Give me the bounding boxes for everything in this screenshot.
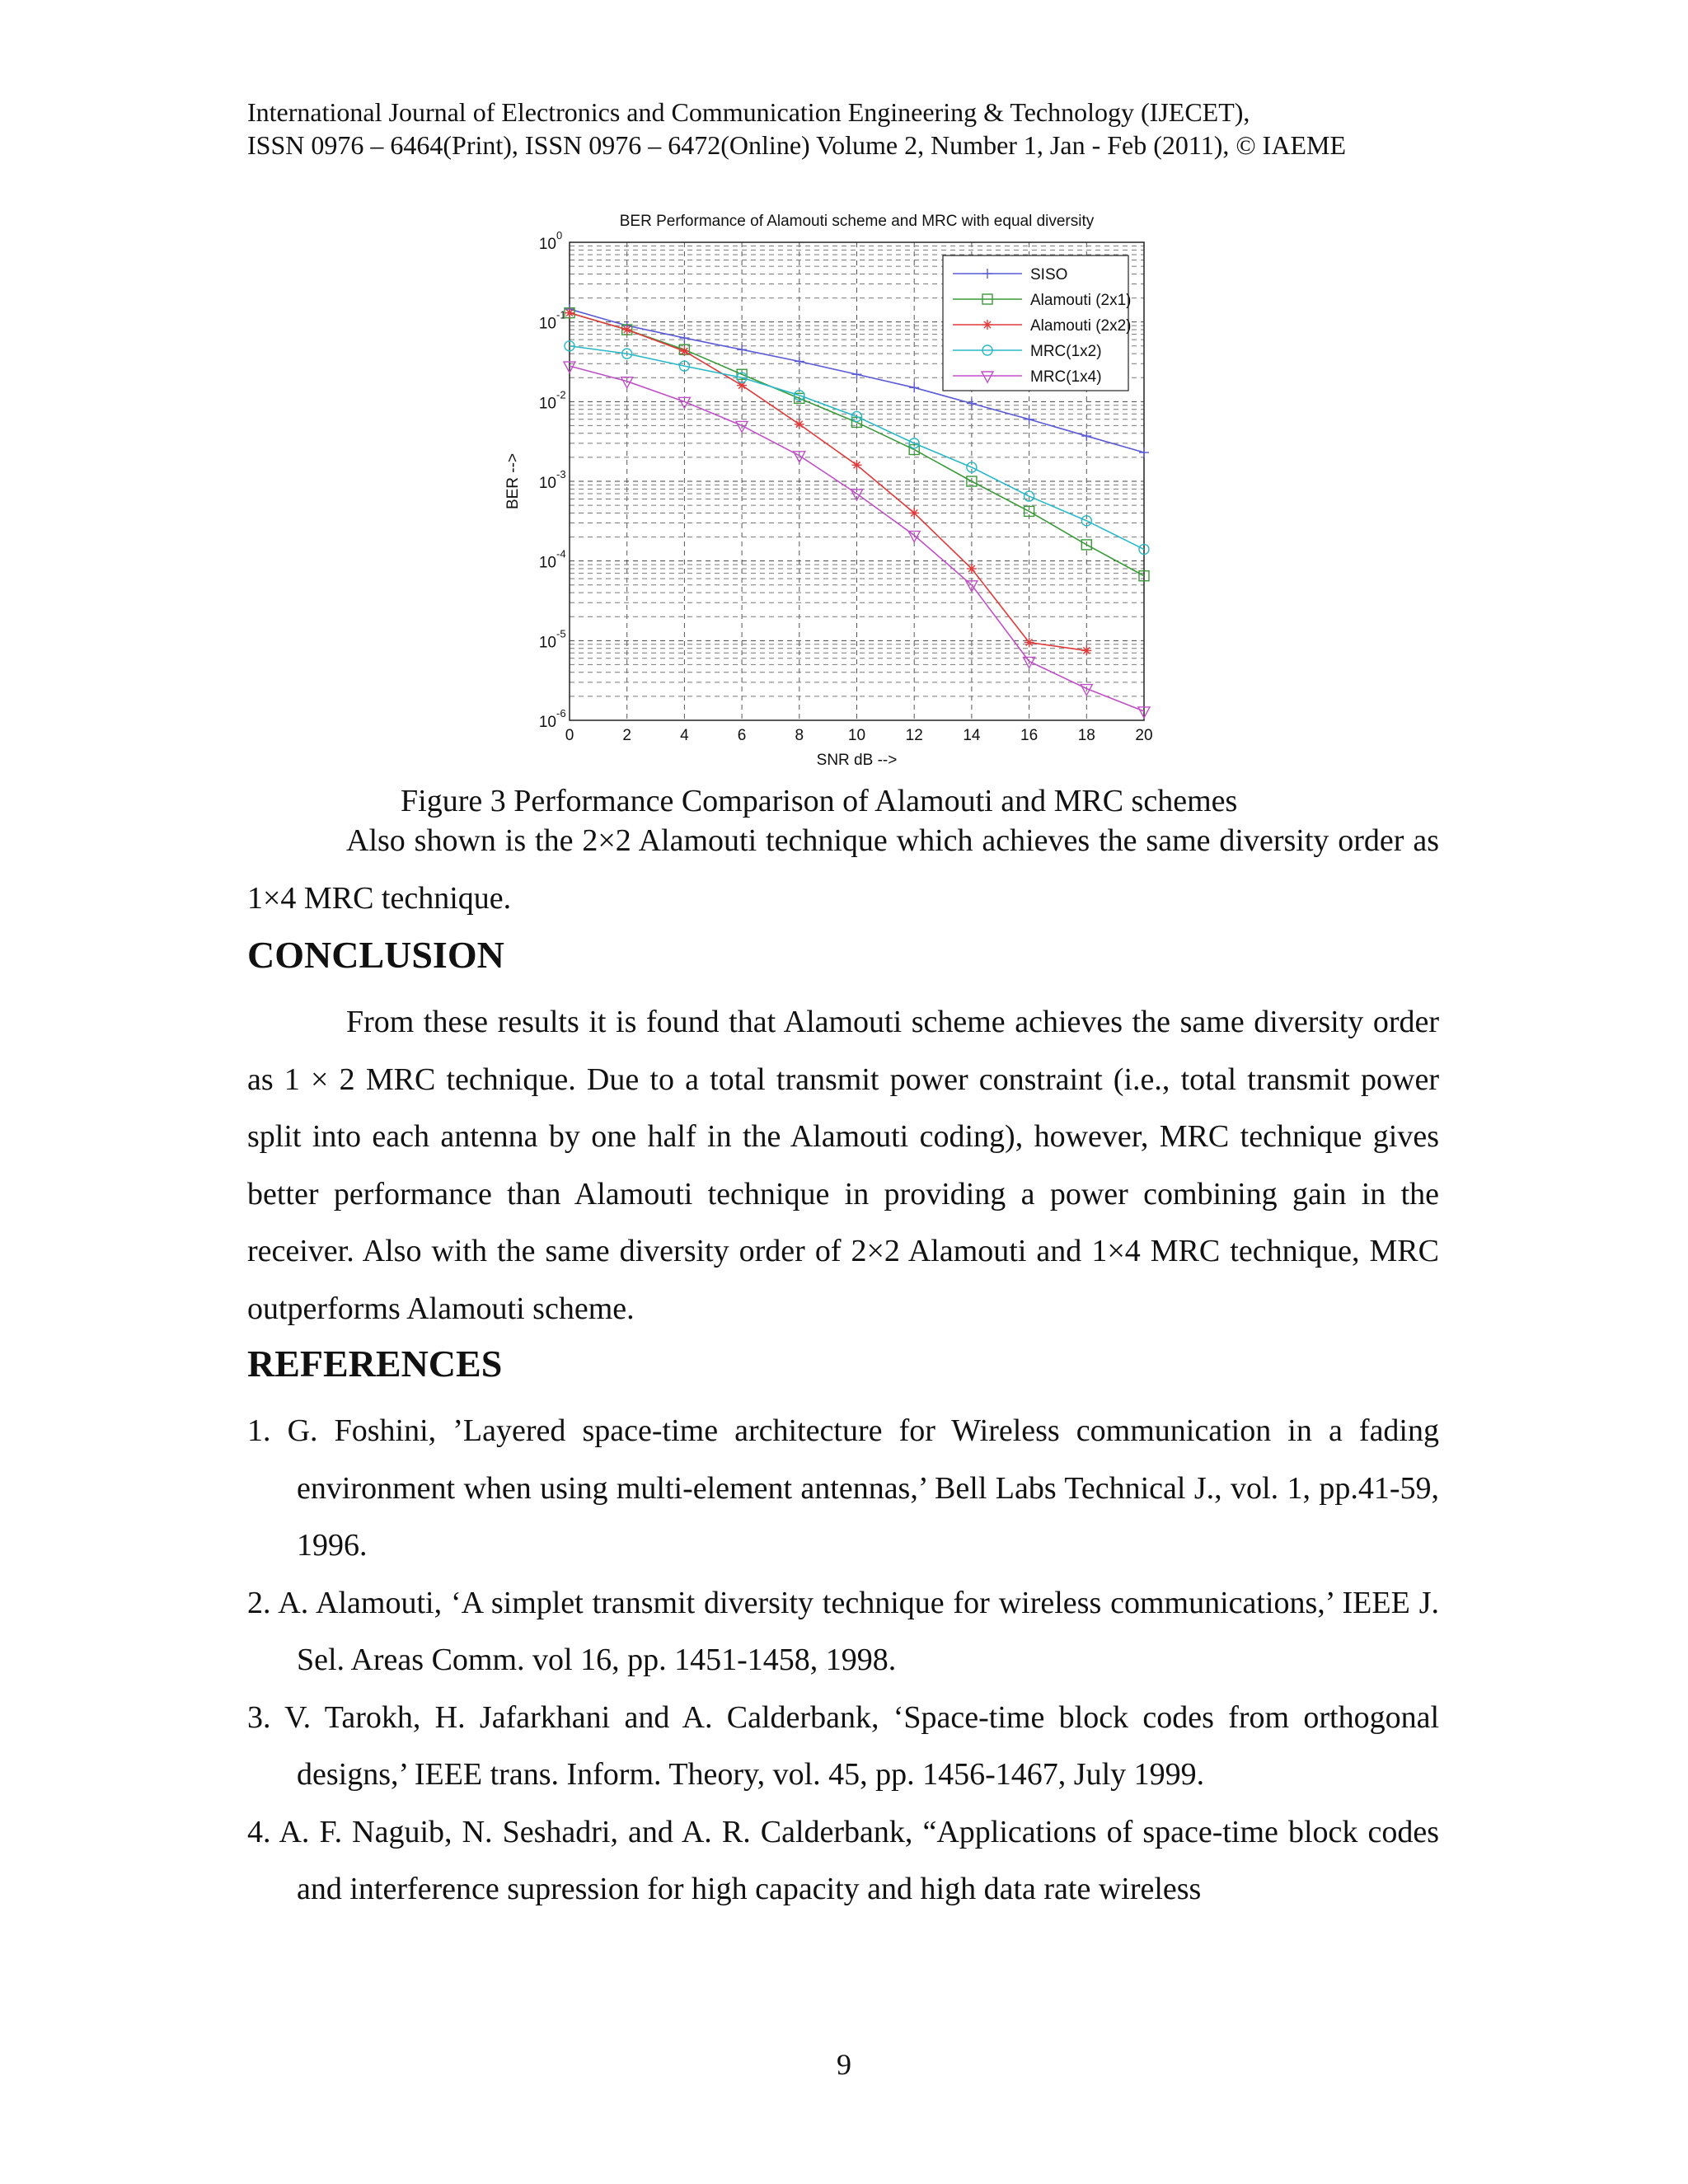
- x-axis-label: SNR dB -->: [816, 752, 898, 769]
- x-tick-label: 14: [963, 727, 981, 744]
- references-heading: REFERENCES: [247, 1343, 503, 1385]
- reference-item: 2. A. Alamouti, ‘A simplet transmit diversity technique for wireless communications,’ IEEE J. Sel. Areas Comm. vol 16, pp. 1451-1458, 1998.: [247, 1585, 1439, 1677]
- y-tick-base: 10: [538, 634, 556, 652]
- reference-item: 4. A. F. Naguib, N. Seshadri, and A. R. Calderbank, “Applications of space-time block codes and interference supression for high capacity and high data rate wireless: [247, 1814, 1439, 1906]
- journal-header-line1: International Journal of Electronics and Communication Engineering & Technology (IJECET),: [247, 97, 1250, 127]
- y-tick-label: [539, 627, 566, 651]
- x-tick-label: 4: [680, 727, 689, 744]
- data-point-siso: [967, 398, 977, 408]
- x-tick-label: 0: [565, 727, 574, 744]
- x-tick-label: 8: [795, 727, 804, 744]
- legend-label: MRC(1x2): [1030, 343, 1102, 360]
- y-tick-label: [539, 707, 566, 731]
- journal-header-line2: ISSN 0976 – 6464(Print), ISSN 0976 – 6472(Online) Volume 2, Number 1, Jan - Feb (2011), © IAEME: [247, 130, 1346, 160]
- page-number: 9: [837, 2048, 851, 2081]
- y-tick-label: [539, 548, 566, 572]
- x-tick-labels: [565, 727, 1153, 744]
- y-tick-base: 10: [538, 714, 556, 731]
- y-tick-base: 10: [538, 475, 556, 492]
- y-axis-label: BER -->: [504, 452, 522, 510]
- x-tick-label: 12: [905, 727, 923, 744]
- journal-header: [247, 96, 1451, 162]
- data-point-siso: [795, 357, 804, 367]
- y-tick-label: [539, 309, 566, 333]
- reference-item: 3. V. Tarokh, H. Jafarkhani and A. Calderbank, ‘Space-time block codes from orthogonal designs,’ IEEE trans. Inform. Theory, vol. 45, pp. 1456-1467, July 1999.: [247, 1699, 1439, 1792]
- paragraph-diversity: Also shown is the 2×2 Alamouti technique which achieves the same diversity order as 1×4 MRC technique.: [247, 823, 1439, 916]
- y-tick-exponent: -6: [556, 707, 566, 719]
- x-tick-label: 2: [622, 727, 631, 744]
- y-tick-base: 10: [538, 395, 556, 413]
- data-point-siso: [909, 382, 919, 392]
- data-point-alamouti-2x2: [795, 419, 804, 429]
- legend-label: Alamouti (2x1): [1030, 292, 1132, 309]
- legend-label: Alamouti (2x2): [1030, 317, 1132, 335]
- x-tick-label: 6: [737, 727, 747, 744]
- legend-label: SISO: [1030, 266, 1068, 284]
- references-list: [247, 1403, 1439, 1919]
- conclusion-heading: CONCLUSION: [247, 934, 504, 976]
- chart-title: BER Performance of Alamouti scheme and MRC with equal diversity: [619, 213, 1095, 230]
- y-tick-labels: [539, 229, 566, 731]
- chart-legend: [943, 255, 1132, 391]
- y-tick-label: [539, 388, 566, 412]
- x-tick-label: 16: [1020, 727, 1039, 744]
- y-tick-exponent: 0: [556, 229, 563, 241]
- figure-caption: Figure 3 Performance Comparison of Alamouti and MRC schemes: [401, 784, 1238, 818]
- conclusion-paragraph: From these results it is found that Alamouti scheme achieves the same diversity order as 1 × 2 MRC technique. Due to a total transmit power constraint (i.e., total transmit power split into each antenna by one half in the Alamouti coding), however, MRC technique gives better performance than Alamouti technique in providing a power combining gain in the receiver. Also with the same diversity order of 2×2 Alamouti and 1×4 MRC technique, MRC outperforms Alamouti scheme.: [247, 1005, 1439, 1326]
- data-point-siso: [1081, 431, 1091, 441]
- x-tick-label: 18: [1077, 727, 1095, 744]
- y-tick-exponent: -4: [556, 547, 566, 560]
- x-tick-label: 20: [1135, 727, 1153, 744]
- data-point-siso: [1025, 415, 1034, 424]
- y-tick-exponent: -1: [556, 308, 566, 321]
- legend-label: MRC(1x4): [1030, 368, 1102, 386]
- data-point-alamouti-2x2: [1081, 645, 1091, 655]
- y-tick-base: 10: [538, 315, 556, 333]
- y-tick-label: [539, 229, 562, 253]
- y-tick-base: 10: [538, 236, 556, 253]
- ber-chart: [495, 206, 1179, 775]
- y-tick-exponent: -3: [556, 468, 566, 480]
- reference-item: 1. G. Foshini, ’Layered space-time architecture for Wireless communication in a fading environment when using multi-element antennas,’ Bell Labs Technical J., vol. 1, pp.41-59, 1996.: [247, 1413, 1439, 1563]
- x-tick-label: 10: [847, 727, 866, 744]
- y-tick-label: [539, 468, 566, 492]
- y-tick-base: 10: [538, 554, 556, 572]
- y-tick-exponent: -2: [556, 388, 566, 401]
- y-tick-exponent: -5: [556, 627, 566, 640]
- data-point-siso: [1139, 448, 1149, 457]
